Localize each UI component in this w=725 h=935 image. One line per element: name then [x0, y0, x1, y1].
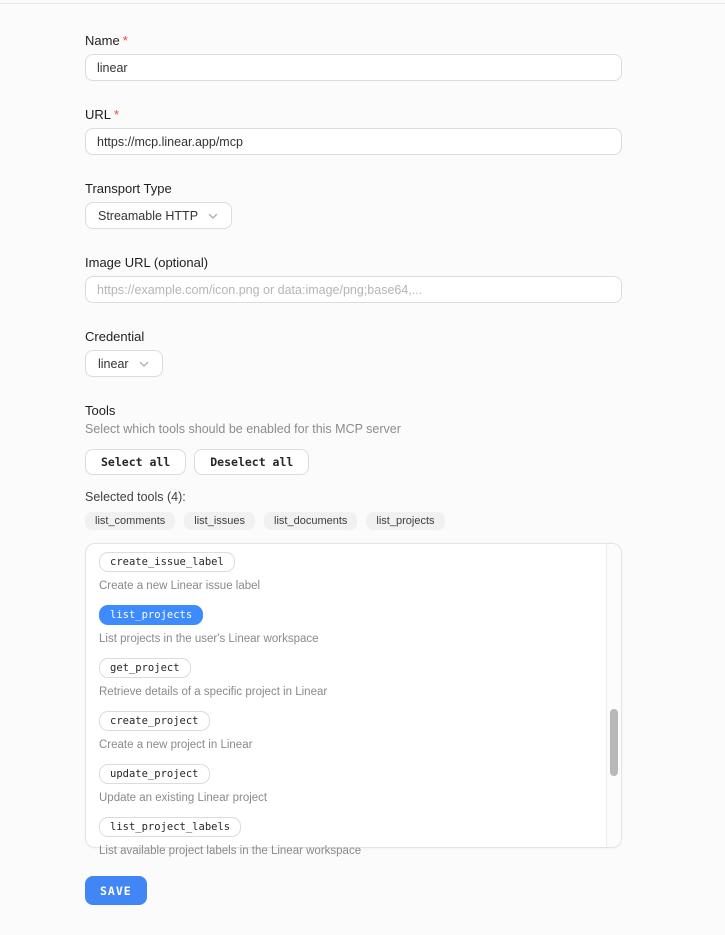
selected-tool-tag: list_documents — [264, 512, 357, 530]
tools-button-row — [85, 449, 622, 475]
credential-select[interactable] — [85, 350, 163, 377]
tool-description: Retrieve details of a specific project in Linear — [99, 686, 328, 698]
transport-type-label: Transport Type — [85, 181, 172, 196]
scrollbar-track[interactable] — [606, 544, 621, 847]
name-input[interactable] — [85, 54, 622, 81]
credential-value: linear — [98, 356, 129, 371]
selected-tool-tag: list_projects — [366, 512, 444, 530]
transport-type-value: Streamable HTTP — [98, 208, 199, 223]
tool-description: Update an existing Linear project — [99, 792, 268, 804]
required-asterisk: * — [114, 107, 120, 122]
credential-group — [85, 329, 622, 377]
tool-item-selected[interactable] — [99, 605, 597, 646]
tool-name-pill[interactable]: list_project_labels — [99, 817, 241, 837]
select-all-button[interactable]: Select all — [85, 449, 186, 475]
selected-tool-tag: list_issues — [184, 512, 255, 530]
mcp-server-form — [0, 4, 622, 935]
deselect-all-button[interactable]: Deselect all — [194, 449, 309, 475]
transport-type-group — [85, 181, 622, 229]
tool-name-pill[interactable]: update_project — [99, 764, 210, 784]
url-field-group — [85, 107, 622, 155]
save-button[interactable]: SAVE — [85, 876, 147, 905]
tool-item[interactable] — [99, 552, 597, 593]
tool-item[interactable] — [99, 658, 597, 699]
tools-section — [85, 403, 622, 857]
tool-name-pill[interactable]: create_issue_label — [99, 552, 235, 572]
tool-name-pill[interactable]: create_project — [99, 711, 210, 731]
name-field-group — [85, 33, 622, 81]
tool-name-pill[interactable]: list_projects — [99, 605, 203, 625]
tools-description: Select which tools should be enabled for this MCP server — [85, 422, 401, 436]
chevron-down-icon — [138, 358, 150, 370]
selected-tools-heading: Selected tools (4): — [85, 490, 186, 504]
image-url-label: Image URL (optional) — [85, 255, 209, 270]
credential-label: Credential — [85, 329, 145, 344]
tool-item[interactable] — [99, 817, 597, 858]
selected-tools-row — [85, 512, 622, 530]
tool-item[interactable] — [99, 764, 597, 805]
transport-type-select[interactable] — [85, 202, 232, 229]
selected-tool-tag: list_comments — [85, 512, 175, 530]
tools-list-content — [86, 544, 621, 858]
tool-description: Create a new Linear issue label — [99, 580, 261, 592]
image-url-input[interactable] — [85, 276, 622, 303]
tool-description: List available project labels in the Linear workspace — [99, 845, 362, 857]
chevron-down-icon — [207, 210, 219, 222]
url-label — [85, 107, 622, 122]
tool-description: List projects in the user's Linear workspace — [99, 633, 319, 645]
name-label — [85, 33, 622, 48]
name-label-text: Name — [85, 33, 120, 48]
url-label-text: URL — [85, 107, 112, 122]
tool-description: Create a new project in Linear — [99, 739, 253, 751]
image-url-group — [85, 255, 622, 303]
tools-list — [85, 543, 622, 857]
url-input[interactable] — [85, 128, 622, 155]
tool-name-pill[interactable]: get_project — [99, 658, 191, 678]
scrollbar-thumb[interactable] — [610, 709, 618, 776]
required-asterisk: * — [122, 33, 128, 48]
tool-item[interactable] — [99, 711, 597, 752]
tools-label: Tools — [85, 403, 116, 418]
